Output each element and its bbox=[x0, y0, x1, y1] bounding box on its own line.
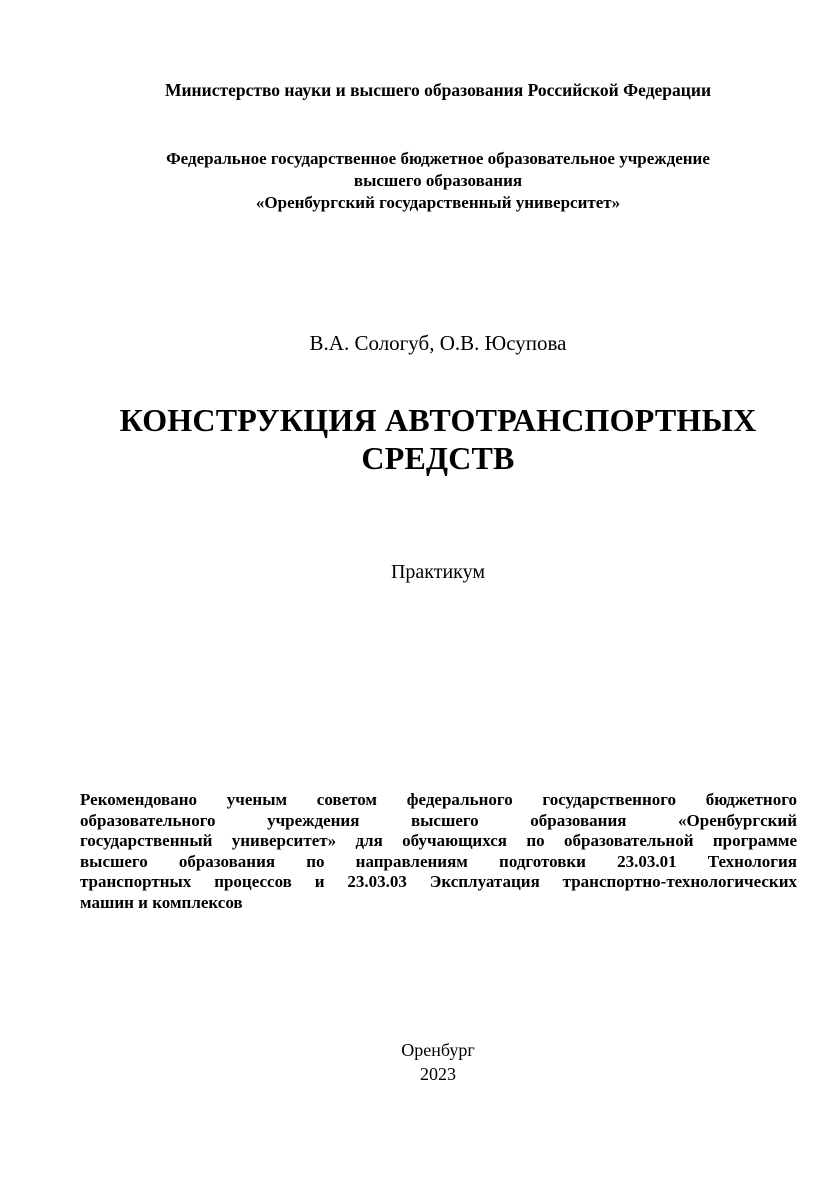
authors: В.А. Сологуб, О.В. Юсупова bbox=[309, 331, 567, 355]
recommendation-paragraph bbox=[80, 790, 797, 914]
recommendation-line-3: государственный университет» для обучающихся по образовательной программе bbox=[80, 831, 797, 851]
recommendation-line-1: Рекомендовано ученым советом федерального государственного бюджетного bbox=[80, 790, 797, 809]
institution-line-2: высшего образования bbox=[353, 171, 523, 190]
recommendation-line-4: высшего образования по направлениям подготовки 23.03.01 Технология bbox=[80, 851, 797, 871]
publication-place-year bbox=[20, 1038, 836, 1086]
recommendation-line-5: транспортных процессов и 23.03.03 Эксплуатация транспортно-технологических bbox=[80, 872, 797, 892]
institution-line-3: «Оренбургский государственный университет» bbox=[255, 193, 621, 212]
recommendation-line-2: образовательного учреждения высшего образования «Оренбургский bbox=[80, 810, 797, 830]
publication-city: Оренбург bbox=[401, 1040, 475, 1060]
document-type: Практикум bbox=[390, 561, 486, 583]
institution-line-1: Федеральное государственное бюджетное образовательное учреждение bbox=[166, 149, 710, 168]
title-line-1: КОНСТРУКЦИЯ АВТОТРАНСПОРТНЫХ bbox=[119, 402, 757, 438]
document-title bbox=[20, 401, 836, 477]
institution-block bbox=[20, 148, 836, 214]
recommendation-line-6: машин и комплексов bbox=[80, 892, 243, 912]
ministry-line: Министерство науки и высшего образования Российской Федерации bbox=[164, 80, 712, 100]
publication-year: 2023 bbox=[420, 1064, 456, 1084]
title-line-2: СРЕДСТВ bbox=[361, 440, 515, 476]
